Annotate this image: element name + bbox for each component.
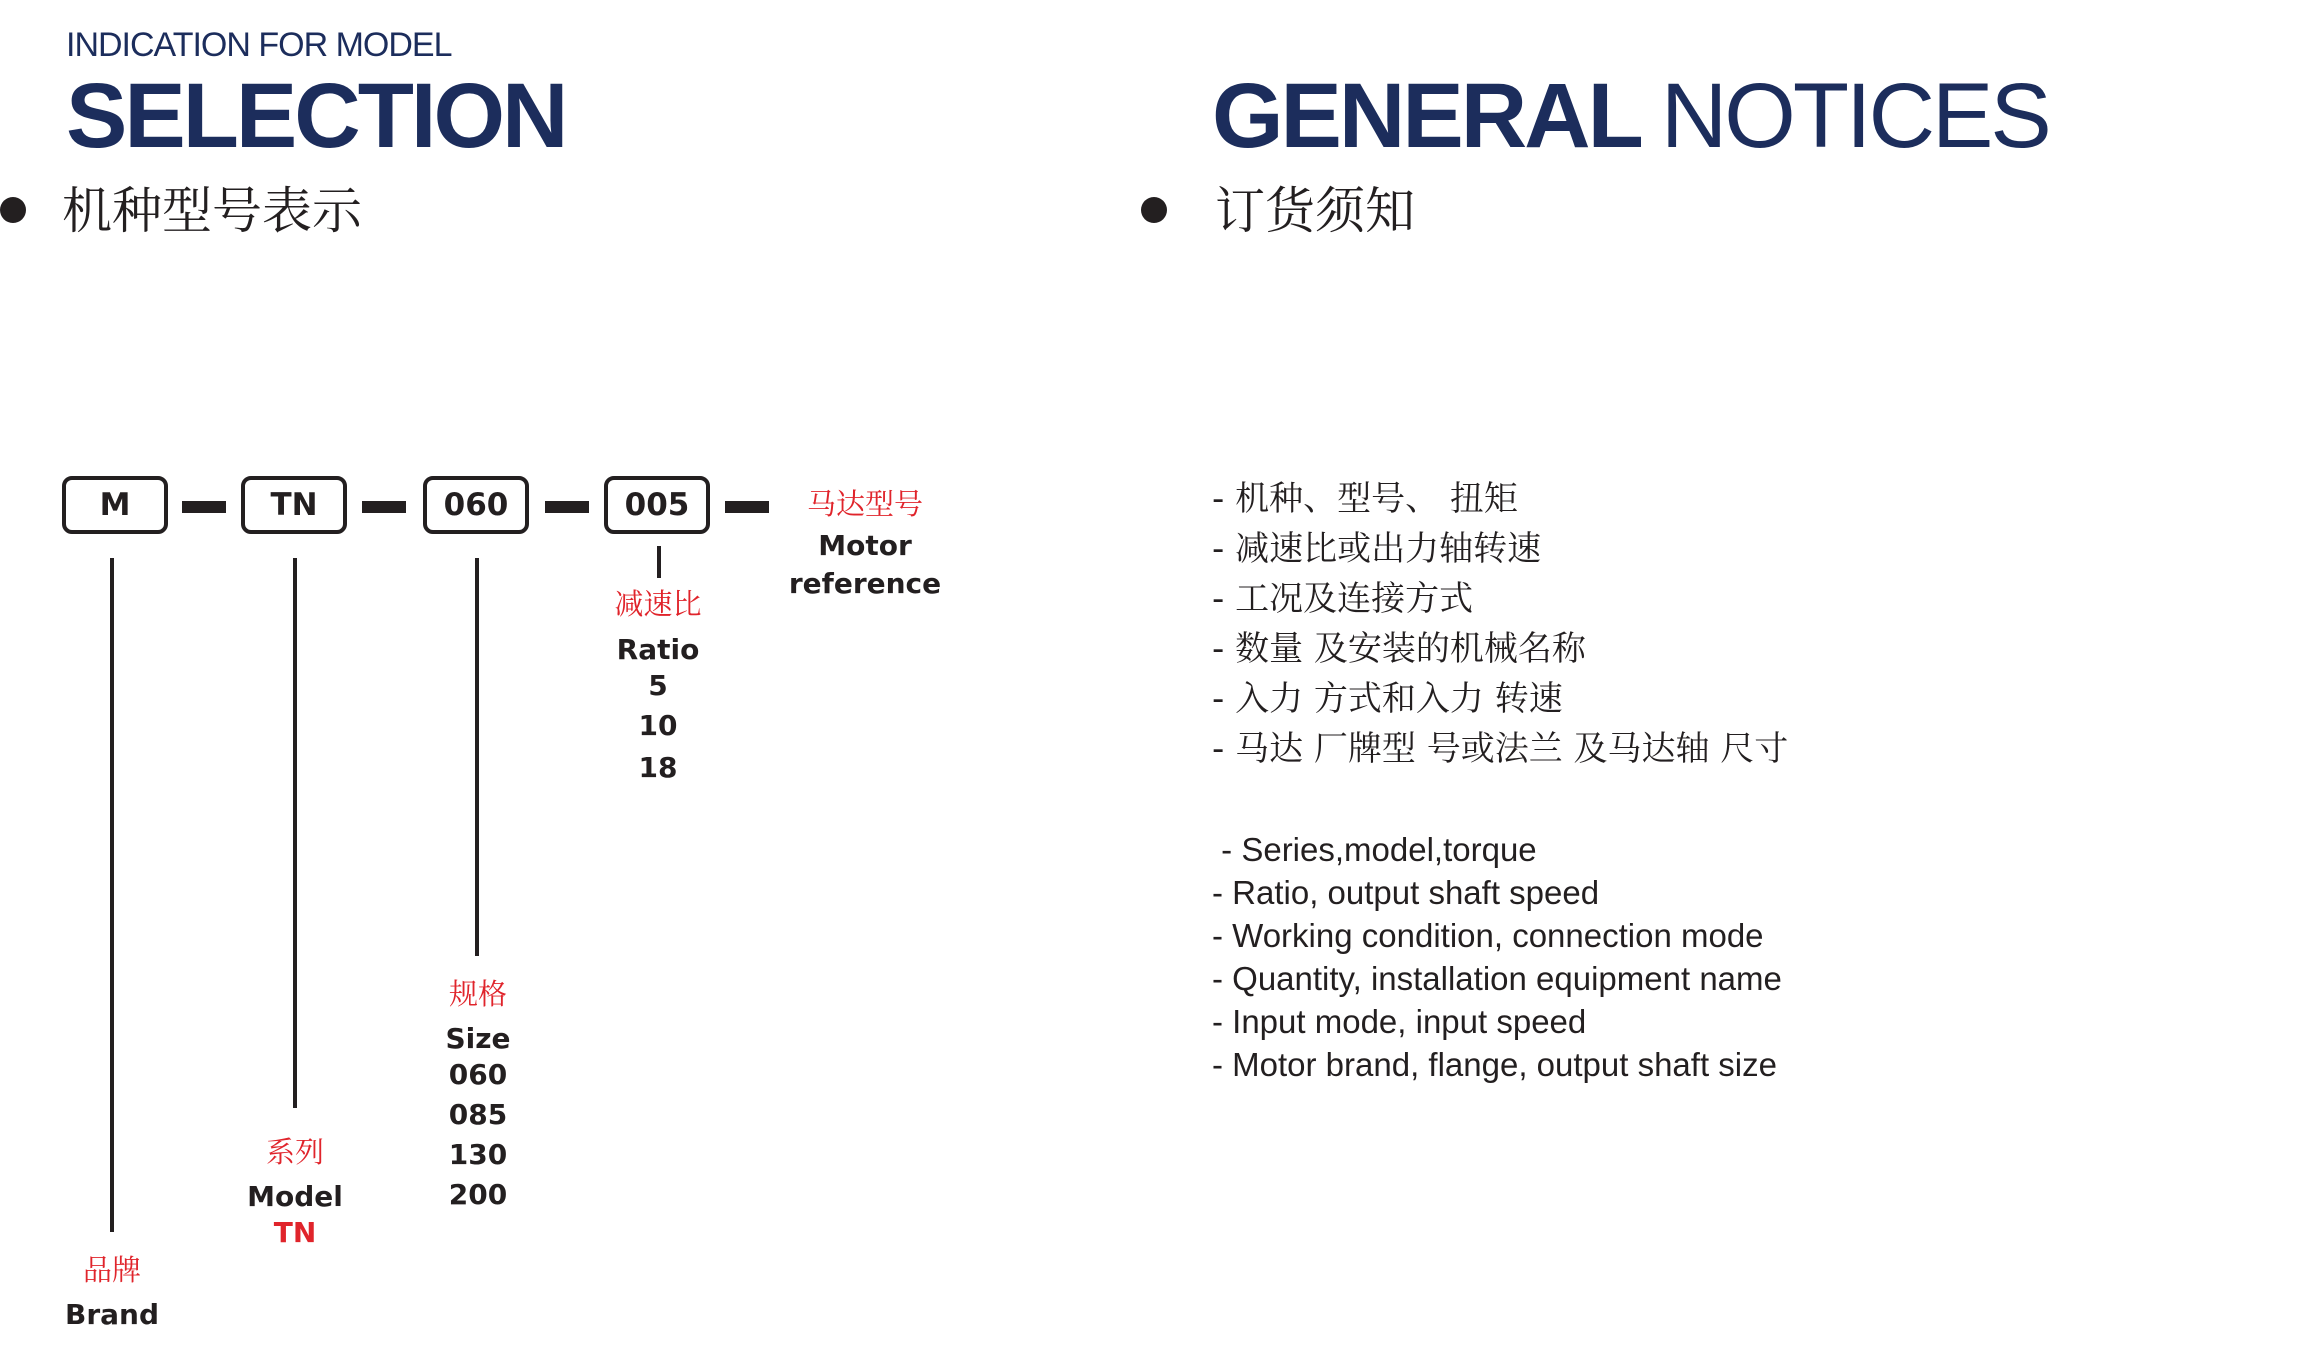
model-label-cn: 系列	[265, 1135, 324, 1169]
notices-title-light: NOTICES	[1660, 65, 2049, 167]
notices-title	[1212, 65, 2049, 167]
connector-line-ratio	[657, 546, 661, 578]
model-label	[236, 1135, 354, 1249]
notice-item-cn: - 减速比或出力轴转速	[1212, 529, 1542, 569]
motor-label-cn: 马达型号	[806, 487, 923, 521]
code-separator	[545, 501, 589, 513]
size-label-en: Size	[445, 1022, 511, 1055]
notice-item-cn: - 数量 及安装的机械名称	[1212, 629, 1586, 669]
code-box-ratio: 005	[604, 476, 710, 534]
notice-item-en: - Quantity, installation equipment name	[1212, 960, 1782, 997]
connector-line-brand	[110, 558, 114, 1232]
model-label-value: TN	[273, 1216, 317, 1249]
bullet-dot-icon	[1141, 197, 1167, 223]
size-value: 200	[448, 1178, 508, 1211]
ratio-label	[599, 587, 717, 784]
notices-list-cn	[1212, 474, 1788, 774]
size-value: 060	[448, 1058, 508, 1091]
size-value: 130	[448, 1138, 508, 1171]
ratio-value: 5	[648, 669, 668, 702]
notice-item-en: - Working condition, connection mode	[1212, 917, 1764, 954]
selection-kicker: INDICATION FOR MODEL	[66, 26, 452, 64]
code-box-size: 060	[423, 476, 529, 534]
notice-item-en: - Ratio, output shaft speed	[1212, 874, 1600, 911]
code-box-brand: M	[62, 476, 168, 534]
bullet-dot-icon	[0, 197, 26, 223]
ratio-label-cn: 减速比	[614, 587, 702, 621]
brand-label-cn: 品牌	[82, 1253, 141, 1287]
notice-item-cn: - 机种、型号、 扭矩	[1212, 479, 1518, 519]
notices-subtitle: 订货须知	[1215, 182, 1415, 240]
brand-label	[53, 1253, 171, 1331]
motor-label-en-2: reference	[788, 567, 942, 600]
notice-item-en: - Input mode, input speed	[1212, 1003, 1587, 1040]
selection-subtitle: 机种型号表示	[62, 182, 362, 240]
brand-label-en: Brand	[64, 1298, 160, 1331]
size-label-cn: 规格	[448, 977, 507, 1011]
motor-label-en-1: Motor	[818, 529, 912, 562]
ratio-value: 18	[638, 751, 678, 784]
ratio-value: 10	[638, 709, 678, 742]
code-box-model: TN	[241, 476, 347, 534]
size-value: 085	[448, 1098, 508, 1131]
notice-item-cn: - 入力 方式和入力 转速	[1212, 679, 1563, 719]
motor-label	[780, 487, 950, 600]
connector-line-model	[293, 558, 297, 1108]
notices-title-bold: GENERAL	[1212, 65, 1641, 167]
selection-title: SELECTION	[66, 65, 566, 167]
code-separator	[182, 501, 226, 513]
model-label-en: Model	[247, 1180, 343, 1213]
ratio-label-en: Ratio	[616, 633, 700, 666]
notice-item-en: - Motor brand, flange, output shaft size	[1212, 1046, 1777, 1083]
notices-list-en	[1212, 828, 1782, 1086]
code-separator	[362, 501, 406, 513]
connector-line-size	[475, 558, 479, 956]
code-separator	[725, 501, 769, 513]
notice-item-cn: - 工况及连接方式	[1212, 579, 1474, 619]
notice-item-en: - Series,model,torque	[1212, 831, 1537, 868]
size-label	[419, 977, 537, 1211]
notice-item-cn: - 马达 厂牌型 号或法兰 及马达轴 尺寸	[1212, 729, 1789, 769]
